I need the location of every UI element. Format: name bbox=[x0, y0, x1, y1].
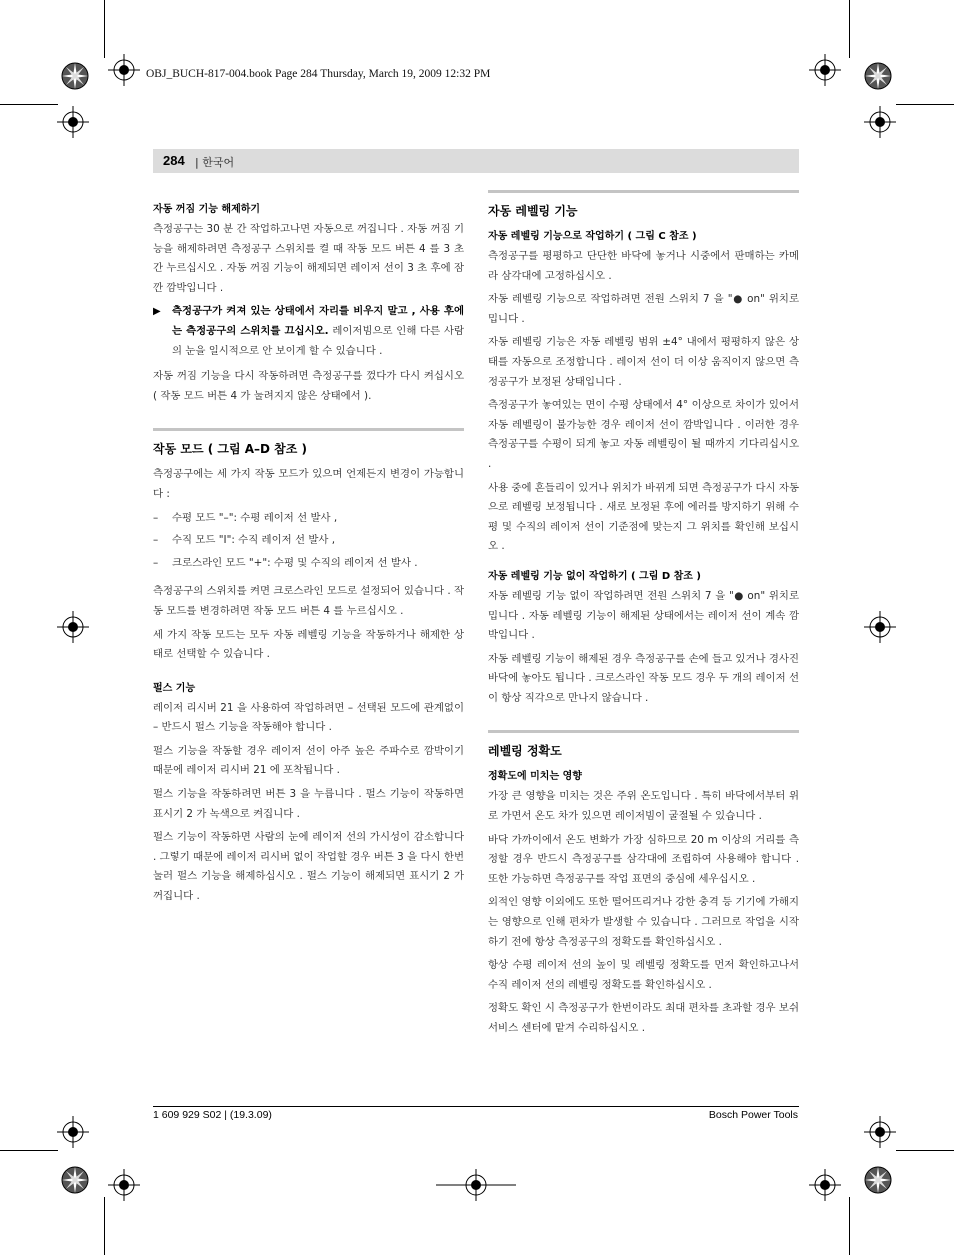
page-language: | 한국어 bbox=[195, 156, 235, 169]
page-header-bar bbox=[153, 149, 799, 173]
section-rule bbox=[488, 190, 799, 193]
book-header: OBJ_BUCH-817-004.book Page 284 Thursday, March 19, 2009 12:32 PM bbox=[146, 68, 491, 80]
auto-off-heading: 자동 꺼짐 기능 해제하기 bbox=[153, 204, 261, 215]
modes-intro: 측정공구에는 세 가지 작동 모드가 있으며 언제든지 변경이 가능합니다 : bbox=[153, 468, 464, 500]
accuracy-section bbox=[488, 742, 799, 1038]
pulse-para2: 펄스 기능을 작동할 경우 레이저 선이 아주 높은 주파수로 깜박이기 때문에 레이저 리시버 21 에 포착됩니다 . bbox=[153, 744, 464, 777]
accuracy-heading: 레벨링 정확도 bbox=[488, 744, 562, 759]
auto-leveling-sub1: 자동 레벨링 기능으로 작업하기 ( 그림 C 참조 ) bbox=[488, 231, 697, 242]
accuracy-para2: 바닥 가까이에서 온도 변화가 가장 심하므로 20 m 이상의 거리를 측정할 경우 반드시 측정공구를 삼각대에 조립하여 사용해야 합니다 . 또한 가능하면 측정공구를 작업 표면의 중심에 세우십시오 . bbox=[488, 833, 799, 885]
auto-leveling-para1: 측정공구를 평평하고 단단한 바닥에 놓거나 시중에서 판매하는 카메라 삼각대에 고정하십시오 . bbox=[488, 250, 799, 282]
footer-rule bbox=[153, 1106, 799, 1107]
warning-normal-text: 레이저빔으로 인해 다른 사람의 눈을 일시적으로 안 보이게 할 수 있습니다 . bbox=[172, 324, 464, 357]
footer-doc-number: 1 609 929 S02 | (19.3.09) bbox=[153, 1109, 272, 1121]
warning-bold-text: 측정공구가 켜져 있는 상태에서 자리를 비우지 말고 , 사용 후에는 측정공구의 스위치를 끄십시오. bbox=[172, 305, 464, 337]
pulse-section bbox=[153, 679, 464, 907]
auto-off-warning bbox=[153, 302, 464, 361]
accuracy-para3: 외적인 영향 이외에도 또한 떨어뜨리거나 강한 충격 등 기기에 가해지는 영향으로 인해 편차가 발생할 수 있습니다 . 그러므로 작업을 시작하기 전에 항상 측정공구의 정확도를 확인하십시오 . bbox=[488, 896, 799, 948]
pulse-para4: 펄스 기능이 작동하면 사람의 눈에 레이저 선의 가시성이 감소합니다 . 그렇기 때문에 레이저 리시버 없이 작업할 경우 버튼 3 을 다시 한번 눌러 펄스 기능을 해제하십시오 . 펄스 기능이 해제되면 표시기 2 가 꺼집니다 . bbox=[153, 831, 464, 903]
modes-section bbox=[153, 440, 464, 664]
auto-leveling-para2: 자동 레벨링 기능으로 작업하려면 전원 스위치 7 을 "● on" 위치로 밉니다 . bbox=[488, 293, 799, 325]
auto-leveling-para3: 자동 레벨링 기능은 자동 레벨링 범위 ±4° 내에서 평평하지 않은 상태를 자동으로 조정합니다 . 레이저 선이 더 이상 움직이지 않으면 측정공구가 보정된 상태입니다 . bbox=[488, 336, 799, 388]
triangle-bullet-icon: ▶ bbox=[153, 306, 161, 318]
accuracy-para1: 가장 큰 영향을 미치는 것은 주위 온도입니다 . 특히 바닥에서부터 위로 가면서 온도 차가 있으면 레이저빔이 굴절될 수 있습니다 . bbox=[488, 790, 799, 823]
list-item: – 수평 모드 "–": 수평 레이저 선 발사 , bbox=[153, 511, 338, 524]
pulse-heading: 펄스 기능 bbox=[153, 682, 196, 694]
auto-leveling-sub2: 자동 레벨링 기능 없이 작업하기 ( 그림 D 참조 ) bbox=[488, 570, 701, 582]
modes-heading: 작동 모드 ( 그림 A–D 참조 ) bbox=[153, 442, 308, 457]
auto-leveling-para6: 자동 레벨링 기능 없이 작업하려면 전원 스위치 7 을 "● on" 위치로 밉니다 . 자동 레벨링 기능이 해제된 상태에서는 레이저 선이 계속 깜박입니다 . bbox=[488, 589, 799, 642]
pulse-para3: 펄스 기능을 작동하려면 버튼 3 을 누릅니다 . 펄스 기능이 작동하면 표시기 2 가 녹색으로 켜집니다 . bbox=[153, 788, 464, 820]
auto-leveling-para5: 사용 중에 흔들리이 있거나 위치가 바뀌게 되면 측정공구가 다시 자동으로 레벨링 보정됩니다 . 새로 보정된 후에 에러를 방지하기 위해 수평 및 수직의 레이저 선이 기준점에 맞는지 그 위치를 확인해 보십시오 . bbox=[488, 481, 799, 553]
section-rule bbox=[153, 428, 464, 431]
modes-para2: 세 가지 작동 모드는 모두 자동 레벨링 기능을 작동하거나 해제한 상태로 선택할 수 있습니다 . bbox=[153, 628, 464, 661]
modes-para1: 측정공구의 스위치를 켜면 크로스라인 모드로 설정되어 있습니다 . 작동 모드를 변경하려면 작동 모드 버튼 4 를 누르십시오 . bbox=[153, 585, 464, 617]
footer-brand: Bosch Power Tools bbox=[708, 1109, 798, 1121]
accuracy-sub1: 정확도에 미치는 영향 bbox=[488, 771, 582, 783]
section-rule bbox=[488, 730, 799, 733]
auto-leveling-heading: 자동 레벨링 기능 bbox=[488, 204, 578, 218]
list-item: – 수직 모드 "I": 수직 레이저 선 발사 , bbox=[153, 534, 335, 547]
auto-off-para1: 측정공구는 30 분 간 작업하고나면 자동으로 꺼집니다 . 자동 꺼짐 기능을 해제하려면 측정공구 스위치를 켤 때 작동 모드 버튼 4 를 3 초간 누르십시오 . 자동 꺼짐 기능이 해제되면 레이저 선이 3 초 후에 잠깐 깜박입니다 . bbox=[153, 223, 464, 294]
left-column bbox=[153, 200, 464, 911]
auto-leveling-para7: 자동 레벨링 기능이 해제된 경우 측정공구를 손에 들고 있거나 경사진 바닥에 놓아도 됩니다 . 크로스라인 작동 모드 경우 두 개의 레이저 선이 항상 직각으로 만나지 않습니다 . bbox=[488, 652, 799, 704]
list-item: – 크로스라인 모드 "+": 수평 및 수직의 레이저 선 발사 . bbox=[153, 556, 418, 569]
accuracy-para5: 정확도 확인 시 측정공구가 한번이라도 최대 편차를 초과할 경우 보쉬 서비스 센터에 맡겨 수리하십시오 . bbox=[488, 1002, 799, 1034]
right-column bbox=[488, 190, 799, 1043]
auto-off-section bbox=[153, 200, 464, 406]
pulse-para1: 레이저 리시버 21 을 사용하여 작업하려면 – 선택된 모드에 관계없이 – 반드시 펄스 기능을 작동해야 합니다 . bbox=[153, 701, 464, 734]
auto-off-para2: 자동 꺼짐 기능을 다시 작동하려면 측정공구를 껐다가 다시 켜십시오 ( 작동 모드 버튼 4 가 눌려지지 않은 상태에서 ). bbox=[153, 370, 464, 402]
auto-leveling-para4: 측정공구가 놓여있는 면이 수평 상태에서 4° 이상으로 차이가 있어서 자동 레벨링이 불가능한 경우 레이저 선이 깜박입니다 . 이러한 경우 측정공구를 수평이 되게 놓고 자동 레벨링이 될 때까지 기다리십시오 . bbox=[488, 399, 799, 470]
accuracy-para4: 항상 수평 레이저 선의 높이 및 레벨링 정확도를 먼저 확인하고나서 수직 레이저 선의 레벨링 정확도를 확인하십시오 . bbox=[488, 959, 799, 991]
auto-leveling-section bbox=[488, 202, 799, 708]
page-number: 284 bbox=[163, 153, 185, 168]
